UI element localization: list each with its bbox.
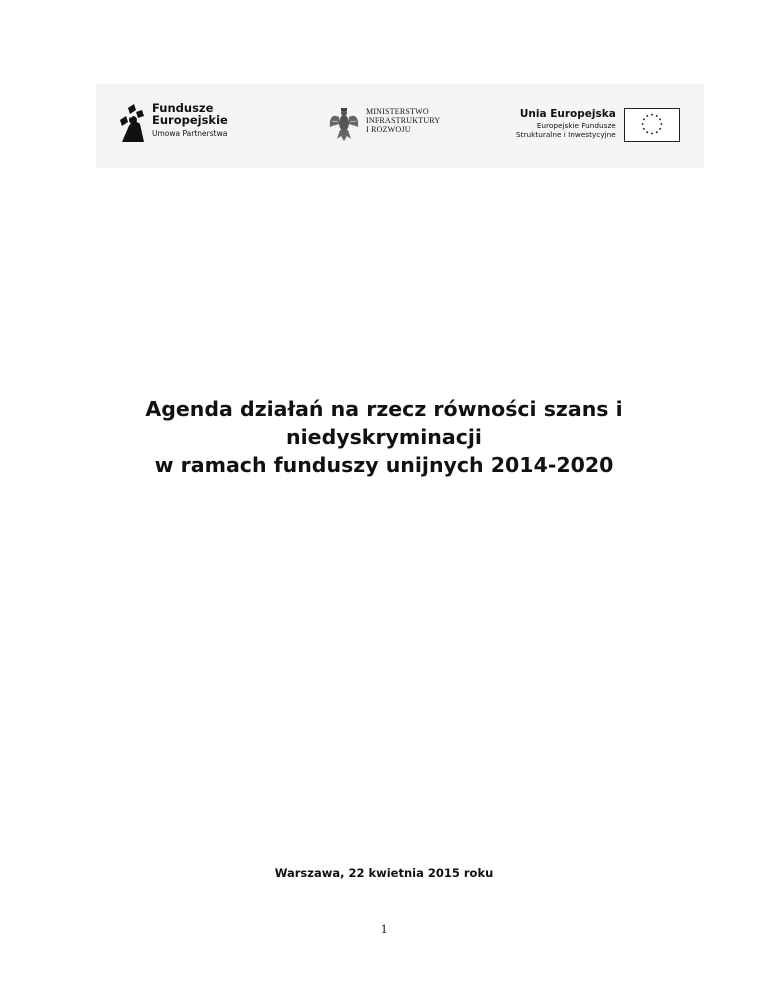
eu-logo-sub1: Europejskie Fundusze xyxy=(536,121,616,130)
ministry-line3: I ROZWOJU xyxy=(366,125,411,134)
eu-logo-sub2: Strukturalne i Inwestycyjne xyxy=(516,130,616,139)
fundusze-logo-line3: Umowa Partnerstwa xyxy=(152,129,228,138)
fundusze-europejskie-logo xyxy=(118,102,228,142)
ministry-logo xyxy=(328,107,440,143)
fundusze-europejskie-mark-icon xyxy=(118,102,146,142)
ministry-line1: MINISTERSTWO xyxy=(366,107,429,116)
date-line: Warszawa, 22 kwietnia 2015 roku xyxy=(274,866,494,880)
fundusze-logo-line1: Fundusze xyxy=(152,101,214,115)
eu-logo-title: Unia Europejska xyxy=(519,108,616,120)
page-number: 1 xyxy=(380,921,388,936)
document-title xyxy=(0,395,768,479)
logo-header-bar xyxy=(96,84,704,168)
title-line1: Agenda działań na rzecz równości szans i xyxy=(145,397,623,421)
fundusze-logo-line2: Europejskie xyxy=(152,113,228,127)
unia-europejska-logo xyxy=(516,108,680,142)
title-line2: niedyskryminacji xyxy=(286,425,482,449)
ministry-line2: INFRASTRUKTURY xyxy=(366,116,441,125)
eu-flag-icon xyxy=(624,108,680,142)
title-line3: w ramach funduszy unijnych 2014-2020 xyxy=(154,453,614,477)
eagle-emblem-icon xyxy=(328,107,360,143)
